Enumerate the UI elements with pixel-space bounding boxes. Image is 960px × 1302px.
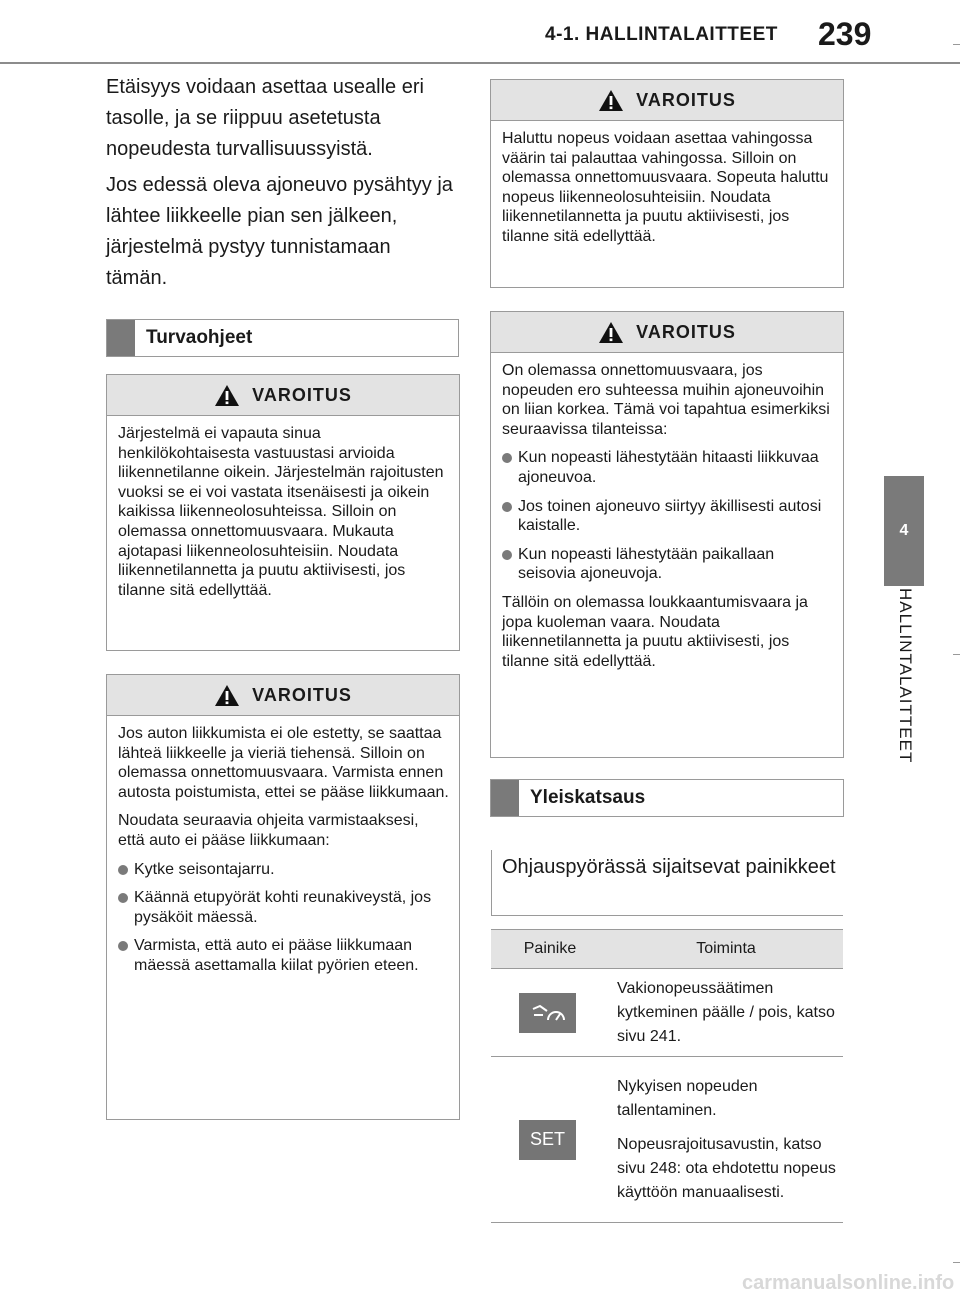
- chapter-tab[interactable]: [884, 476, 924, 586]
- margin-tick: [953, 44, 960, 45]
- warning-text: Noudata seuraavia ohjeita varmistaaksesi, että auto ei pääse liikkumaan:: [118, 812, 419, 849]
- list-item: [502, 545, 833, 584]
- watermark[interactable]: carmanualsonline.info: [742, 1272, 955, 1294]
- warning-text: On olemassa onnettomuusvaara, jos nopeuden ero suhteessa muihin ajoneuvoihin on liian korkea. Tämä voi tapahtua esimerkiksi seuraavissa tilanteissa:: [502, 362, 830, 438]
- warning-label: VAROITUS: [252, 684, 352, 705]
- bullet-icon: [118, 893, 128, 903]
- heading-label: Yleiskatsaus: [530, 787, 646, 808]
- list-item: [118, 936, 449, 975]
- warning-box-1: [106, 374, 460, 651]
- function-text: Nopeusrajoitusavustin, katso sivu 248: ota ehdotettu nopeus käyttöön manuaalisesti.: [617, 1135, 836, 1201]
- warning-text: Järjestelmä ei vapauta sinua henkilökohtaisesta vastuustasi arvioida liikennetilanne oikein. Järjestelmän rajoitusten vuoksi se ei voi vastata itsenäisesti ja oikein kaikissa liikenneolosuhteissa. Silloin on olemassa onnettomuusvaara. Mukauta ajotapasi liikenneolosuhteisiin. Noudata liikennetilannetta ja puutu aktiivisesti, jos tilanne sitä edellyttää.: [118, 425, 444, 599]
- bullet-icon: [502, 550, 512, 560]
- buttons-subtitle: Ohjauspyörässä sijaitsevat painikkeet: [491, 850, 843, 916]
- list-item-text: Kytke seisontajarru.: [134, 860, 275, 878]
- section-heading-safety: [106, 319, 459, 357]
- warning-header: [107, 375, 459, 416]
- table-row: [491, 1057, 843, 1223]
- buttons-table: [491, 929, 843, 1223]
- bullet-icon: [502, 502, 512, 512]
- warning-triangle-icon: [214, 384, 240, 407]
- table-row: [491, 969, 843, 1057]
- list-item-text: Käännä etupyörät kohti reunakiveystä, jos pysäköit mäessä.: [134, 889, 432, 926]
- column-header-function: Toiminta: [609, 930, 843, 969]
- button-cell: [491, 969, 609, 1057]
- warning-text: Haluttu nopeus voidaan asettaa vahingossa väärin tai palauttaa vahingossa. Silloin on olemassa onnettomuusvaara. Sopeuta haluttu nopeus liikenneolosuhteisiin. Noudata liikennetilannetta ja puutu aktiivisesti, jos tilanne sitä edellyttää.: [502, 130, 829, 245]
- list-item: [502, 448, 833, 487]
- warning-text: Tällöin on olemassa loukkaantumisvaara ja jopa kuoleman vaara. Noudata liikennetilannetta ja puutu aktiivisesti, jos tilanne sitä edellyttää.: [502, 593, 808, 670]
- warning-triangle-icon: [598, 89, 624, 112]
- chapter-label: HALLINTALAITTEET: [896, 588, 915, 764]
- bullet-icon: [502, 453, 512, 463]
- margin-tick: [953, 1262, 960, 1263]
- heading-label: Turvaohjeet: [146, 327, 253, 348]
- cruise-control-icon: [519, 993, 576, 1033]
- list-item: [118, 860, 449, 880]
- function-cell: [609, 1057, 843, 1223]
- warning-box-2: [106, 674, 460, 1120]
- list-item: [502, 497, 833, 536]
- intro-paragraph: Jos edessä oleva ajoneuvo pysähtyy ja lähtee liikkeelle pian sen jälkeen, järjestelmä pystyy tunnistamaan tämän.: [106, 174, 453, 289]
- intro-paragraph: Etäisyys voidaan asettaa usealle eri tasolle, ja se riippuu asetetusta nopeudesta turvallisuussyistä.: [106, 76, 424, 160]
- list-item-text: Varmista, että auto ei pääse liikkumaan mäessä asettamalla kiilat pyörien eteen.: [134, 937, 419, 974]
- bullet-icon: [118, 865, 128, 875]
- section-title: 4-1. HALLINTALAITTEET: [545, 24, 778, 45]
- warning-label: VAROITUS: [252, 384, 352, 405]
- warning-triangle-icon: [214, 684, 240, 707]
- header-divider: [0, 62, 960, 64]
- function-cell: [609, 969, 843, 1057]
- function-text: Nykyisen nopeuden tallentaminen.: [617, 1077, 758, 1119]
- button-cell: [491, 1057, 609, 1223]
- warning-header: [491, 312, 843, 353]
- section-heading-overview: [490, 779, 844, 817]
- heading-bar: [107, 320, 135, 356]
- set-button-icon: SET: [519, 1120, 576, 1160]
- list-item-text: Kun nopeasti lähestytään hitaasti liikkuvaa ajoneuvoa.: [518, 449, 819, 486]
- warning-text: Jos auton liikkumista ei ole estetty, se saattaa lähteä liikkeelle ja vieriä tiehensä. Silloin on olemassa onnettomuusvaara. Varmista ennen autosta poistumista, ettei se pääse liikkumaan.: [118, 725, 449, 801]
- warning-label: VAROITUS: [636, 321, 736, 342]
- warning-label: VAROITUS: [636, 89, 736, 110]
- list-item-text: Jos toinen ajoneuvo siirtyy äkillisesti autosi kaistalle.: [518, 497, 822, 535]
- warning-header: [107, 675, 459, 716]
- function-text: Vakionopeussäätimen kytkeminen päälle / pois, katso sivu 241.: [617, 979, 835, 1045]
- column-header-button: Painike: [491, 930, 609, 969]
- list-item: [118, 888, 449, 927]
- heading-bar: [491, 780, 519, 816]
- page-number: 239: [818, 16, 872, 52]
- margin-tick: [953, 654, 960, 655]
- bullet-icon: [118, 941, 128, 951]
- intro-text: [106, 72, 456, 299]
- warning-box-4: [490, 311, 844, 758]
- chapter-number: 4: [899, 522, 909, 539]
- warning-triangle-icon: [598, 321, 624, 344]
- warning-header: [491, 80, 843, 121]
- list-item-text: Kun nopeasti lähestytään paikallaan seisovia ajoneuvoja.: [518, 545, 775, 583]
- warning-box-3: [490, 79, 844, 288]
